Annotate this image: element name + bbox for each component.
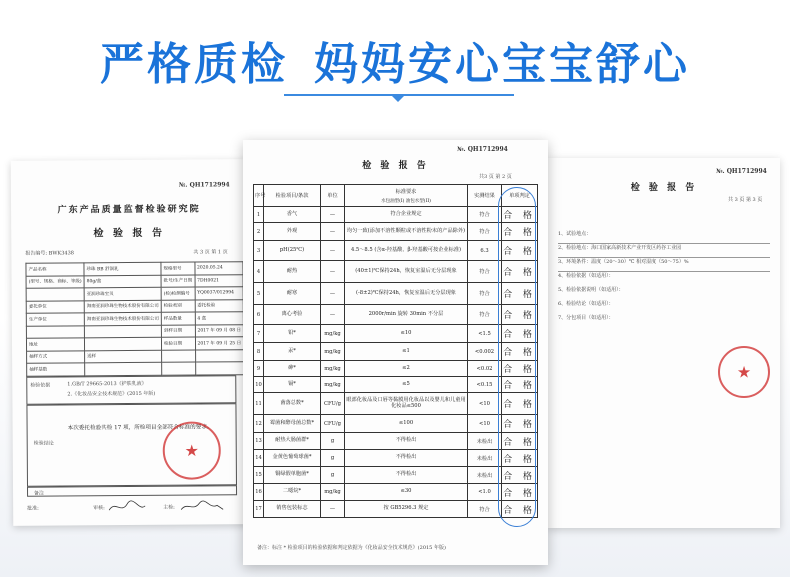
results-row	[254, 415, 538, 433]
report-page-1	[11, 159, 250, 526]
results-cell-unit: mg/kg	[321, 377, 345, 393]
results-cell-verdict: 合 格	[502, 241, 538, 261]
remark-label: 备注	[34, 490, 45, 497]
results-cell-verdict: 合 格	[502, 261, 538, 283]
down-arrow-icon	[390, 94, 406, 102]
results-cell-unit: —	[321, 283, 345, 305]
results-cell-verdict: 合 格	[502, 207, 538, 223]
results-cell-verdict: 合 格	[502, 325, 538, 343]
page-info-center: 共3 页 第 2 页	[479, 174, 512, 180]
info-table-cell: 2020.05.24	[194, 262, 243, 275]
info-table-cell	[195, 349, 244, 362]
info-table-cell: YQ0037/012994	[195, 287, 244, 300]
results-cell-no: 14	[254, 450, 264, 467]
results-row	[254, 207, 538, 223]
report-number-center: №. QH1712994	[457, 146, 508, 153]
headline-left: 严格质检	[100, 39, 288, 90]
results-cell-result: 符合	[468, 283, 502, 305]
col-header-req-title: 标准要求	[395, 188, 417, 195]
results-cell-no: 2	[254, 223, 264, 241]
results-cell-item: 销售包装标志	[264, 501, 321, 518]
results-cell-result: <0.002	[468, 343, 502, 361]
results-cell-result: 符合	[468, 501, 502, 518]
results-cell-req: ≤2	[345, 361, 468, 377]
remark-line: 6、检验结论（如适用）：	[558, 301, 614, 307]
results-cell-no: 4	[254, 261, 264, 283]
reviewer-label: 审核:	[93, 505, 105, 512]
results-cell-item: 耐热大肠菌群*	[264, 433, 321, 450]
results-cell-result: <0.15	[468, 377, 502, 393]
results-cell-no: 9	[254, 361, 264, 377]
red-seal: ★	[163, 421, 221, 479]
results-cell-unit: —	[321, 223, 345, 241]
info-table-cell: 抽样基数	[27, 363, 85, 376]
results-cell-item: 砷*	[264, 361, 321, 377]
results-cell-no: 17	[254, 501, 264, 518]
remark-box	[27, 485, 237, 496]
results-cell-req: 不得检出	[345, 450, 468, 467]
col-header-item: 检验项目/条款	[264, 185, 321, 207]
results-cell-unit: mg/kg	[321, 325, 345, 343]
results-cell-req: 不得检出	[345, 433, 468, 450]
results-cell-unit: g	[321, 450, 345, 467]
info-table-cell: 亚润珍珠宝贝	[84, 287, 161, 300]
results-row	[254, 361, 538, 377]
info-table-cell: 批号/生产日期	[161, 275, 195, 288]
results-row	[254, 484, 538, 501]
info-table-cell	[162, 350, 196, 363]
results-cell-result: 未检出	[468, 433, 502, 450]
results-cell-no: 5	[254, 283, 264, 305]
results-cell-result: 符合	[468, 223, 502, 241]
results-cell-result: <0.02	[468, 361, 502, 377]
results-cell-no: 8	[254, 343, 264, 361]
results-cell-verdict: 合 格	[502, 361, 538, 377]
results-cell-item: 耐寒	[264, 283, 321, 305]
results-cell-no: 12	[254, 415, 264, 433]
results-cell-no: 11	[254, 393, 264, 415]
info-table-cell: 珍珠 BB 舒润乳	[84, 262, 161, 275]
results-cell-unit: —	[321, 501, 345, 518]
info-table-cell: 80g/盒	[84, 275, 161, 288]
info-table-cell: 到样日期	[161, 325, 195, 338]
results-row	[254, 223, 538, 241]
results-cell-no: 13	[254, 433, 264, 450]
results-cell-req: 按 GB5296.3 规定	[345, 501, 468, 518]
results-cell-verdict: 合 格	[502, 501, 538, 518]
report-page-3	[548, 158, 780, 528]
col-header-no: 序号	[254, 185, 264, 207]
results-cell-verdict: 合 格	[502, 377, 538, 393]
info-table-cell: 2017 年 09 月 08 日	[195, 324, 244, 337]
inspector-label: 主检:	[163, 504, 175, 511]
results-cell-verdict: 合 格	[502, 415, 538, 433]
results-cell-item: 铅*	[264, 325, 321, 343]
info-table-cell	[26, 288, 84, 301]
results-cell-item: 菌落总数*	[264, 393, 321, 415]
results-cell-result: <1.5	[468, 325, 502, 343]
results-cell-unit: g	[321, 433, 345, 450]
info-table-cell: 产品名称	[26, 263, 84, 276]
results-cell-req: ≤10	[345, 325, 468, 343]
results-cell-unit: CFU/g	[321, 415, 345, 433]
info-table-cell: 检验类别	[161, 300, 195, 313]
basis-label: 检验依据	[30, 382, 51, 389]
results-cell-req: ≤30	[345, 484, 468, 501]
results-cell-item: 金黄色葡萄球菌*	[264, 450, 321, 467]
results-cell-verdict: 合 格	[502, 450, 538, 467]
approver-label: 批准:	[27, 505, 39, 512]
info-table-cell	[84, 325, 161, 338]
info-table	[25, 261, 244, 376]
results-cell-no: 10	[254, 377, 264, 393]
headline-right: 妈妈安心宝宝舒心	[314, 39, 690, 90]
info-table-row	[27, 362, 244, 376]
results-row	[254, 450, 538, 467]
results-cell-item: 镉*	[264, 377, 321, 393]
results-cell-item: pH(25℃)	[264, 241, 321, 261]
results-cell-req: (40±1)℃保持24h，恢复室温后无分层现象	[345, 261, 468, 283]
results-cell-verdict: 合 格	[502, 305, 538, 325]
page-info-right: 共 3 页 第 3 页	[728, 197, 763, 203]
results-cell-unit: —	[321, 207, 345, 223]
info-table-cell: 海南亚润珍珠生物技术股份有限公司	[84, 312, 161, 325]
report-title: 检 验 报 告	[93, 227, 165, 240]
conclusion-text: 本次委托检验共检 17 项，所检项目全部符合标准的要求。	[67, 424, 213, 432]
info-table-cell: (型号、规格、商标、等级)	[26, 275, 84, 288]
results-cell-item: 外观	[264, 223, 321, 241]
results-cell-item: 耐热	[264, 261, 321, 283]
remark-line: 3、环境条件：温度（20～30）℃ 相对湿度（50～75）%	[558, 258, 770, 272]
page-info: 共 3 页 第 1 页	[193, 249, 228, 256]
info-table-cell: (检)检测编号	[161, 287, 195, 300]
results-cell-unit: —	[321, 305, 345, 325]
results-row	[254, 305, 538, 325]
report-number-right: №. QH1712994	[716, 168, 767, 175]
results-cell-result: 未检出	[468, 450, 502, 467]
results-cell-no: 1	[254, 207, 264, 223]
results-cell-result: 未检出	[468, 467, 502, 484]
info-table-cell	[26, 325, 84, 338]
results-row	[254, 241, 538, 261]
remark-line: 5、检验依据说明（如适用）：	[558, 287, 624, 293]
col-header-req-types: 水包油型(I) 油包水型(II)	[381, 198, 431, 204]
col-header-unit: 单位	[321, 185, 345, 207]
results-cell-req: 眼部化妆品及口唇等黏膜用化妆品以及婴儿和儿童用化妆品≤500	[345, 393, 468, 415]
info-table-cell: 委托单位	[26, 300, 84, 313]
results-cell-no: 7	[254, 325, 264, 343]
results-cell-item: 铜绿假单胞菌*	[264, 467, 321, 484]
info-table-cell: 规格型号	[161, 262, 195, 275]
results-cell-item: 汞*	[264, 343, 321, 361]
results-cell-unit: mg/kg	[321, 361, 345, 377]
results-cell-req: 不得检出	[345, 467, 468, 484]
results-cell-unit: mg/kg	[321, 484, 345, 501]
results-cell-req: 2000r/min 旋转 30min 不分层	[345, 305, 468, 325]
results-cell-unit: g	[321, 467, 345, 484]
results-cell-no: 3	[254, 241, 264, 261]
results-cell-unit: mg/kg	[321, 343, 345, 361]
results-row	[254, 343, 538, 361]
remarks-list	[558, 230, 770, 328]
results-cell-req: ≤1	[345, 343, 468, 361]
info-table-cell	[195, 362, 244, 375]
results-cell-unit: —	[321, 261, 345, 283]
results-cell-no: 16	[254, 484, 264, 501]
col-header-verdict: 单项判定	[502, 185, 538, 207]
results-cell-verdict: 合 格	[502, 393, 538, 415]
results-cell-req: 符合企业规定	[345, 207, 468, 223]
info-table-cell: 抽样方式	[27, 350, 85, 363]
footnote: 备注：标注 * 检验项目的检验依据和判定依据为《化妆品安全技术规范》(2015 年版)	[257, 545, 446, 551]
remark-line: 4、检验依据（如适用）：	[558, 273, 614, 279]
headline	[0, 28, 790, 92]
results-cell-result: 符合	[468, 207, 502, 223]
info-table-cell: 地址	[26, 338, 84, 351]
col-header-req	[345, 185, 468, 207]
conclusion-label: 检验结论	[33, 440, 54, 447]
results-cell-req: ≤5	[345, 377, 468, 393]
remark-line: 7、分包项目（如适用）：	[558, 315, 614, 321]
results-row	[254, 393, 538, 415]
results-cell-no: 15	[254, 467, 264, 484]
results-cell-item: 霉菌和酵母菌总数*	[264, 415, 321, 433]
report-title-right: 检 验 报 告	[630, 183, 698, 193]
results-cell-result: 符合	[468, 305, 502, 325]
results-cell-req: 均匀一致(添加不溶性颗粒或不溶性粉末的产品除外)	[345, 223, 468, 241]
results-cell-result: 符合	[468, 261, 502, 283]
info-table-cell	[84, 337, 161, 350]
basis-line-1: 1.GB/T 29665-2013《护肤乳液》	[67, 380, 147, 388]
results-cell-unit: —	[321, 241, 345, 261]
info-table-cell	[162, 362, 196, 375]
results-cell-verdict: 合 格	[502, 223, 538, 241]
results-cell-verdict: 合 格	[502, 283, 538, 305]
results-row	[254, 325, 538, 343]
basis-box	[26, 375, 236, 404]
basis-line-2: 2.《化妆品安全技术规范》(2015 年版)	[67, 390, 156, 398]
info-table-cell: 委托检验	[195, 299, 244, 312]
signatures	[105, 497, 235, 516]
results-cell-req: 4.5～8.5 (含α-羟基酸、β-羟基酸可按企业标准)	[345, 241, 468, 261]
results-row	[254, 433, 538, 450]
info-table-cell: 送样	[85, 350, 162, 363]
results-cell-unit: CFU/g	[321, 393, 345, 415]
results-cell-verdict: 合 格	[502, 467, 538, 484]
info-table-cell: 4 盒	[195, 312, 244, 325]
results-cell-result: <10	[468, 393, 502, 415]
institute-name: 广东产品质量监督检验研究院	[57, 204, 201, 216]
results-cell-req: ≤100	[345, 415, 468, 433]
info-table-cell: 2017 年 09 月 25 日	[195, 337, 244, 350]
info-table-cell: 海南亚润珍珠生物技术股份有限公司	[84, 300, 161, 313]
verdict-highlight-oval	[498, 187, 536, 527]
results-table	[253, 184, 538, 518]
results-row	[254, 261, 538, 283]
info-table-cell: 检验日期	[161, 337, 195, 350]
results-cell-item: 香气	[264, 207, 321, 223]
info-table-cell: 生产单位	[26, 313, 84, 326]
info-table-cell: 样品数量	[161, 312, 195, 325]
results-cell-item: 离心考验	[264, 305, 321, 325]
results-cell-verdict: 合 格	[502, 484, 538, 501]
report-page-2	[243, 140, 548, 565]
results-row	[254, 467, 538, 484]
remark-line: 1、试验地点：	[558, 230, 770, 244]
results-cell-no: 6	[254, 305, 264, 325]
col-header-result: 实测结果	[468, 185, 502, 207]
report-number: №. QH1712994	[178, 181, 230, 189]
red-seal-right: ★	[718, 346, 770, 398]
results-cell-req: (-8±2)℃保持24h，恢复室温后无分层现象	[345, 283, 468, 305]
results-cell-item: 二噁烷*	[264, 484, 321, 501]
results-cell-verdict: 合 格	[502, 343, 538, 361]
report-title-center: 检 验 报 告	[362, 161, 429, 171]
results-row	[254, 283, 538, 305]
results-row	[254, 501, 538, 518]
results-cell-verdict: 合 格	[502, 433, 538, 450]
results-row	[254, 377, 538, 393]
results-cell-result: 6.3	[468, 241, 502, 261]
results-cell-result: <1.0	[468, 484, 502, 501]
info-table-cell: 7DH0021	[195, 274, 244, 287]
remark-line: 2、检验地点：海口国家高新技术产业开发区药谷工业园	[558, 244, 770, 258]
info-table-cell	[85, 362, 162, 375]
sample-number: 报告编号: BWK3438	[25, 250, 74, 257]
results-cell-result: <10	[468, 415, 502, 433]
